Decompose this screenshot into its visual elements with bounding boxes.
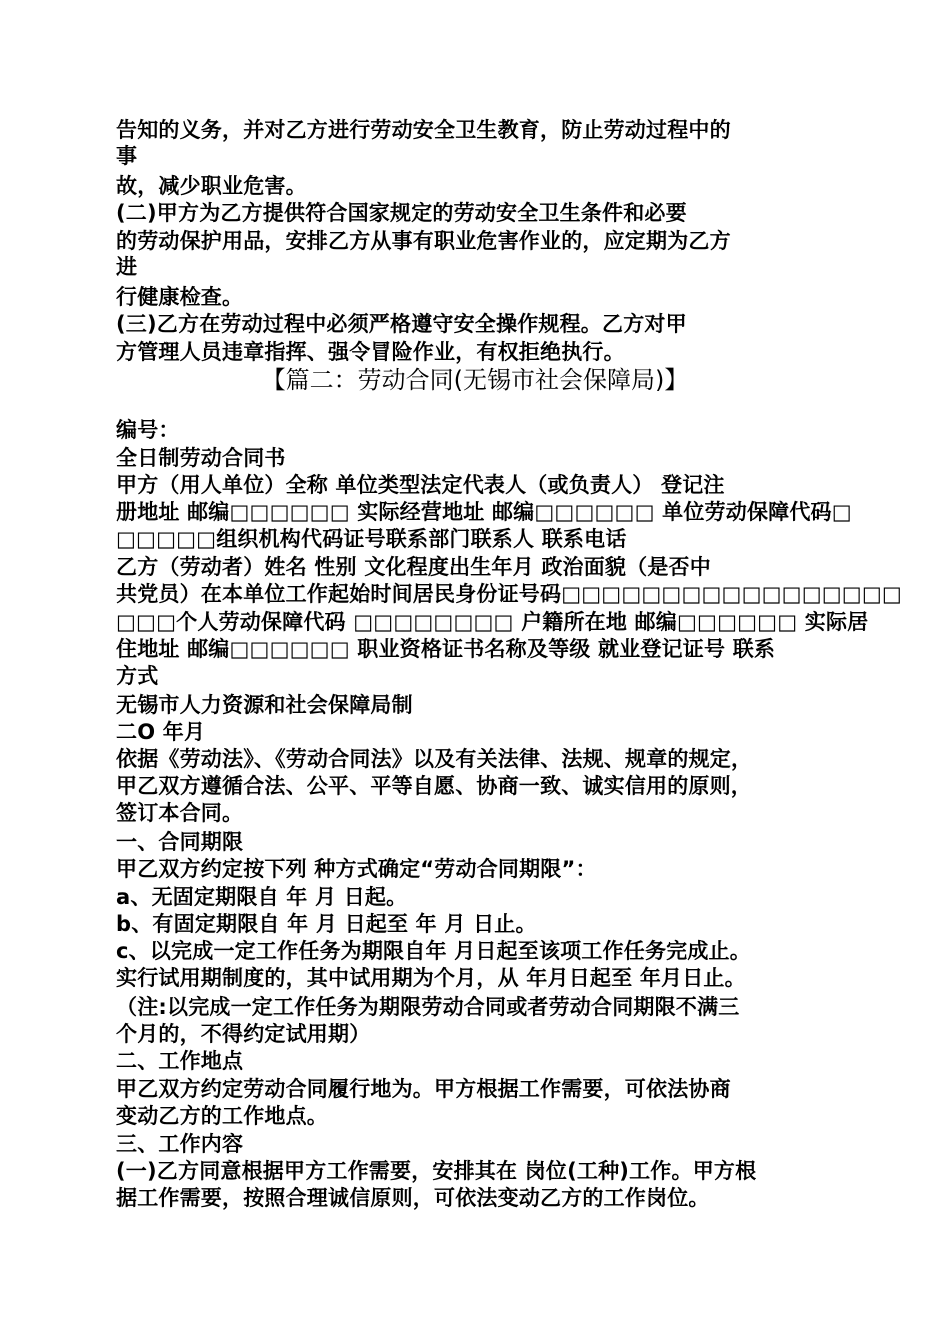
text-line: 甲乙双方遵循合法、公平、平等自愿、协商一致、诚实信用的原则， [116, 774, 752, 798]
text-line: 行健康检查。 [116, 285, 244, 309]
text-line: 事 [116, 144, 138, 168]
text-line: (二)甲方为乙方提供符合国家规定的劳动安全卫生条件和必要 [116, 201, 687, 225]
text-line: 依据《劳动法》、《劳动合同法》以及有关法律、法规、规章的规定， [116, 747, 753, 771]
text-line: 进 [116, 255, 138, 279]
text-line: 册地址 邮编□□□□□□ 实际经营地址 邮编□□□□□□ 单位劳动保障代码□ [116, 500, 852, 524]
text-line: 的劳动保护用品，安排乙方从事有职业危害作业的，应定期为乙方 [116, 229, 731, 253]
text-line: 变动乙方的工作地点。 [116, 1104, 328, 1128]
text-line: 二O 年月 [116, 720, 206, 744]
text-line: 据工作需要，按照合理诚信原则，可依法变动乙方的工作岗位。 [116, 1186, 710, 1210]
text-line: (一)乙方同意根据甲方工作需要，安排其在 岗位(工种)工作。甲方根 [116, 1159, 757, 1183]
text-line: c、以完成一定工作任务为期限自年 月日起至该项工作任务完成止。 [116, 939, 751, 963]
text-line: 方式 [116, 664, 159, 688]
text-line: 一、合同期限 [116, 830, 244, 854]
text-line: b、有固定期限自 年 月 日起至 年 月 日止。 [116, 912, 537, 936]
text-line: （注:以完成一定工作任务为期限劳动合同或者劳动合同期限不满三 [116, 995, 740, 1019]
text-line: 告知的义务，并对乙方进行劳动安全卫生教育，防止劳动过程中的 [116, 118, 731, 142]
text-line: 甲方（用人单位）全称 单位类型法定代表人（或负责人） 登记注 [116, 473, 725, 497]
section-heading: 【篇二：劳动合同(无锡市社会保障局)】 [261, 366, 689, 394]
text-line: 乙方（劳动者）姓名 性别 文化程度出生年月 政治面貌（是否中 [116, 555, 711, 579]
text-line: 个月的，不得约定试用期） [116, 1022, 371, 1046]
text-line: 方管理人员违章指挥、强令冒险作业，有权拒绝执行。 [116, 340, 625, 364]
text-line: (三)乙方在劳动过程中必须严格遵守安全操作规程。乙方对甲 [116, 312, 687, 336]
text-line: 共党员）在本单位工作起始时间居民身份证号码□□□□□□□□□□□□□□□□□ [116, 582, 902, 606]
text-line: □□□□□组织机构代码证号联系部门联系人 联系电话 [116, 527, 627, 551]
text-line: 全日制劳动合同书 [116, 446, 286, 470]
text-line: 编号： [116, 418, 180, 442]
text-line: 二、工作地点 [116, 1049, 244, 1073]
text-line: a、无固定期限自 年 月 日起。 [116, 885, 408, 909]
text-line: 住地址 邮编□□□□□□ 职业资格证书名称及等级 就业登记证号 联系 [116, 637, 776, 661]
text-line: 甲乙双方约定劳动合同履行地为。甲方根据工作需要，可依法协商 [116, 1077, 731, 1101]
text-line: □□□个人劳动保障代码 □□□□□□□□ 户籍所在地 邮编□□□□□□ 实际居 [116, 610, 869, 634]
text-line: 故，减少职业危害。 [116, 174, 307, 198]
text-line: 甲乙双方约定按下列 种方式确定“劳动合同期限”： [116, 857, 597, 881]
text-line: 无锡市人力资源和社会保障局制 [116, 693, 413, 717]
text-line: 三、工作内容 [116, 1132, 244, 1156]
text-line: 实行试用期制度的，其中试用期为个月，从 年月日起至 年月日止。 [116, 966, 746, 990]
text-line: 签订本合同。 [116, 801, 244, 825]
